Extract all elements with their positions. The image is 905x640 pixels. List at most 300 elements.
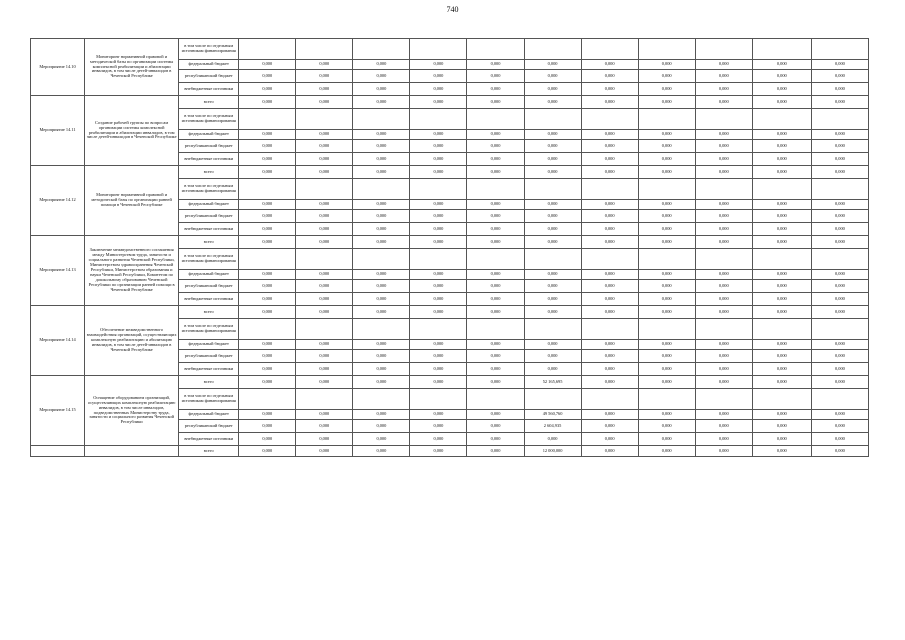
empty-cell bbox=[695, 389, 752, 410]
amount-cell: 52 165,695 bbox=[524, 376, 581, 389]
empty-cell bbox=[239, 179, 296, 200]
empty-cell bbox=[353, 179, 410, 200]
table-row bbox=[31, 39, 869, 60]
amount-cell: 0,000 bbox=[581, 96, 638, 109]
funding-source: всего bbox=[179, 236, 239, 249]
amount-cell: 0,000 bbox=[695, 223, 752, 236]
empty-cell bbox=[752, 249, 811, 270]
amount-cell: 0,000 bbox=[467, 350, 524, 363]
empty-cell bbox=[811, 39, 868, 60]
amount-cell: 0,000 bbox=[811, 96, 868, 109]
amount-cell: 0,000 bbox=[638, 70, 695, 83]
amount-cell: 0,000 bbox=[638, 280, 695, 293]
amount-cell: 0,000 bbox=[638, 223, 695, 236]
amount-cell: 0,000 bbox=[239, 96, 296, 109]
empty-cell bbox=[752, 109, 811, 130]
amount-cell: 0,000 bbox=[467, 340, 524, 350]
amount-cell: 0,000 bbox=[695, 293, 752, 306]
amount-cell: 0,000 bbox=[353, 306, 410, 319]
empty-cell bbox=[239, 389, 296, 410]
empty-cell bbox=[524, 389, 581, 410]
empty-cell bbox=[581, 389, 638, 410]
amount-cell: 0,000 bbox=[695, 446, 752, 457]
measure-id: Мероприятие 14.15 bbox=[31, 376, 85, 446]
amount-cell: 0,000 bbox=[467, 200, 524, 210]
funding-source: всего bbox=[179, 446, 239, 457]
amount-cell: 0,000 bbox=[296, 270, 353, 280]
amount-cell: 0,000 bbox=[296, 350, 353, 363]
amount-cell: 0,000 bbox=[811, 420, 868, 433]
empty-cell bbox=[467, 389, 524, 410]
amount-cell: 0,000 bbox=[811, 306, 868, 319]
empty-cell bbox=[296, 179, 353, 200]
amount-cell: 0,000 bbox=[752, 223, 811, 236]
amount-cell: 0,000 bbox=[410, 340, 467, 350]
amount-cell: 0,000 bbox=[410, 270, 467, 280]
measure-id: Мероприятие 14.11 bbox=[31, 96, 85, 166]
amount-cell: 0,000 bbox=[410, 293, 467, 306]
amount-cell: 0,000 bbox=[467, 83, 524, 96]
amount-cell: 0,000 bbox=[811, 166, 868, 179]
amount-cell: 0,000 bbox=[353, 363, 410, 376]
empty-cell bbox=[467, 179, 524, 200]
amount-cell: 0,000 bbox=[239, 293, 296, 306]
empty-cell bbox=[467, 319, 524, 340]
empty-cell bbox=[467, 39, 524, 60]
amount-cell: 0,000 bbox=[353, 96, 410, 109]
amount-cell: 0,000 bbox=[410, 140, 467, 153]
empty-cell bbox=[581, 319, 638, 340]
empty-cell bbox=[353, 389, 410, 410]
amount-cell: 0,000 bbox=[524, 200, 581, 210]
amount-cell: 0,000 bbox=[581, 60, 638, 70]
amount-cell: 0,000 bbox=[239, 210, 296, 223]
measure-description: Мониторинг нормативной правовой и методической базы по организации ранней помощи в Чеченской Республике bbox=[85, 166, 179, 236]
amount-cell: 0,000 bbox=[752, 130, 811, 140]
amount-cell: 0,000 bbox=[296, 446, 353, 457]
amount-cell: 0,000 bbox=[811, 270, 868, 280]
amount-cell: 0,000 bbox=[467, 363, 524, 376]
empty-cell bbox=[410, 319, 467, 340]
empty-cell bbox=[410, 249, 467, 270]
empty-cell bbox=[524, 179, 581, 200]
amount-cell: 0,000 bbox=[296, 433, 353, 446]
amount-cell: 0,000 bbox=[353, 446, 410, 457]
empty-cell bbox=[410, 389, 467, 410]
amount-cell: 12 000,000 bbox=[524, 446, 581, 457]
amount-cell: 0,000 bbox=[811, 446, 868, 457]
amount-cell: 0,000 bbox=[524, 153, 581, 166]
amount-cell: 0,000 bbox=[239, 70, 296, 83]
amount-cell: 0,000 bbox=[581, 376, 638, 389]
amount-cell: 0,000 bbox=[467, 70, 524, 83]
amount-cell: 0,000 bbox=[296, 410, 353, 420]
amount-cell: 0,000 bbox=[353, 60, 410, 70]
amount-cell: 0,000 bbox=[638, 153, 695, 166]
amount-cell: 0,000 bbox=[353, 200, 410, 210]
amount-cell: 0,000 bbox=[752, 270, 811, 280]
amount-cell: 0,000 bbox=[467, 210, 524, 223]
amount-cell: 0,000 bbox=[410, 350, 467, 363]
amount-cell: 0,000 bbox=[581, 446, 638, 457]
measure-id: Мероприятие 14.13 bbox=[31, 236, 85, 306]
amount-cell: 0,000 bbox=[638, 270, 695, 280]
amount-cell: 0,000 bbox=[296, 96, 353, 109]
amount-cell: 0,000 bbox=[638, 446, 695, 457]
amount-cell: 0,000 bbox=[752, 306, 811, 319]
empty-cell bbox=[811, 249, 868, 270]
amount-cell: 0,000 bbox=[296, 340, 353, 350]
amount-cell: 0,000 bbox=[239, 166, 296, 179]
amount-cell: 0,000 bbox=[638, 166, 695, 179]
amount-cell: 0,000 bbox=[581, 83, 638, 96]
empty-cell bbox=[524, 39, 581, 60]
funding-source: федеральный бюджет bbox=[179, 340, 239, 350]
table-row bbox=[31, 306, 869, 319]
amount-cell: 0,000 bbox=[524, 210, 581, 223]
amount-cell: 0,000 bbox=[752, 166, 811, 179]
empty-cell bbox=[752, 39, 811, 60]
amount-cell: 0,000 bbox=[410, 153, 467, 166]
amount-cell: 0,000 bbox=[581, 70, 638, 83]
amount-cell: 0,000 bbox=[467, 306, 524, 319]
amount-cell: 0,000 bbox=[811, 340, 868, 350]
amount-cell: 0,000 bbox=[296, 280, 353, 293]
funding-source: федеральный бюджет bbox=[179, 200, 239, 210]
empty-cell bbox=[296, 109, 353, 130]
amount-cell: 0,000 bbox=[524, 306, 581, 319]
empty-cell bbox=[353, 319, 410, 340]
empty-cell bbox=[638, 319, 695, 340]
amount-cell: 0,000 bbox=[239, 223, 296, 236]
amount-cell: 0,000 bbox=[524, 363, 581, 376]
amount-cell: 0,000 bbox=[467, 60, 524, 70]
empty-cell bbox=[581, 249, 638, 270]
amount-cell: 0,000 bbox=[410, 410, 467, 420]
amount-cell: 0,000 bbox=[581, 166, 638, 179]
amount-cell: 0,000 bbox=[296, 376, 353, 389]
amount-cell: 0,000 bbox=[638, 210, 695, 223]
amount-cell: 0,000 bbox=[638, 340, 695, 350]
amount-cell: 0,000 bbox=[467, 376, 524, 389]
table-row bbox=[31, 96, 869, 109]
amount-cell: 0,000 bbox=[752, 446, 811, 457]
empty-cell bbox=[296, 249, 353, 270]
amount-cell: 0,000 bbox=[638, 83, 695, 96]
measure-id: Мероприятие 14.14 bbox=[31, 306, 85, 376]
amount-cell: 0,000 bbox=[524, 350, 581, 363]
empty-cell bbox=[410, 39, 467, 60]
funding-source: всего bbox=[179, 96, 239, 109]
funding-source: всего bbox=[179, 306, 239, 319]
amount-cell: 0,000 bbox=[467, 433, 524, 446]
amount-cell: 0,000 bbox=[695, 363, 752, 376]
amount-cell: 0,000 bbox=[296, 60, 353, 70]
empty-cell bbox=[811, 179, 868, 200]
amount-cell: 0,000 bbox=[353, 350, 410, 363]
amount-cell: 0,000 bbox=[239, 376, 296, 389]
amount-cell: 0,000 bbox=[752, 363, 811, 376]
amount-cell: 0,000 bbox=[353, 433, 410, 446]
amount-cell: 0,000 bbox=[581, 280, 638, 293]
funding-source: республиканский бюджет bbox=[179, 350, 239, 363]
empty-cell bbox=[638, 39, 695, 60]
amount-cell: 0,000 bbox=[410, 306, 467, 319]
empty-cell bbox=[695, 319, 752, 340]
amount-cell: 0,000 bbox=[811, 376, 868, 389]
amount-cell: 0,000 bbox=[524, 96, 581, 109]
amount-cell: 0,000 bbox=[811, 210, 868, 223]
amount-cell: 0,000 bbox=[638, 410, 695, 420]
funding-source: республиканский бюджет bbox=[179, 210, 239, 223]
amount-cell: 0,000 bbox=[695, 200, 752, 210]
amount-cell: 0,000 bbox=[695, 130, 752, 140]
amount-cell: 0,000 bbox=[467, 293, 524, 306]
amount-cell: 0,000 bbox=[695, 433, 752, 446]
funding-source: внебюджетные источники bbox=[179, 83, 239, 96]
empty-cell bbox=[296, 389, 353, 410]
amount-cell: 0,000 bbox=[467, 223, 524, 236]
amount-cell: 0,000 bbox=[638, 420, 695, 433]
amount-cell: 0,000 bbox=[638, 96, 695, 109]
empty-cell bbox=[638, 249, 695, 270]
amount-cell: 0,000 bbox=[410, 420, 467, 433]
empty-cell bbox=[638, 109, 695, 130]
amount-cell: 0,000 bbox=[353, 376, 410, 389]
amount-cell: 0,000 bbox=[638, 350, 695, 363]
amount-cell: 0,000 bbox=[695, 140, 752, 153]
empty-cell bbox=[467, 249, 524, 270]
amount-cell: 0,000 bbox=[638, 236, 695, 249]
funding-source: в том числе по отдельным источникам финансирования bbox=[179, 249, 239, 270]
amount-cell: 0,000 bbox=[638, 140, 695, 153]
amount-cell: 0,000 bbox=[410, 376, 467, 389]
funding-source: в том числе по отдельным источникам финансирования bbox=[179, 109, 239, 130]
amount-cell: 0,000 bbox=[353, 420, 410, 433]
amount-cell: 0,000 bbox=[695, 270, 752, 280]
amount-cell: 0,000 bbox=[296, 306, 353, 319]
amount-cell: 0,000 bbox=[410, 363, 467, 376]
measure-description: Создание рабочей группы по вопросам организации системы комплексной реабилитации и абилитации инвалидов, в том числе детей-инвалидов в Чеченской Республике bbox=[85, 96, 179, 166]
amount-cell: 0,000 bbox=[410, 70, 467, 83]
amount-cell: 0,000 bbox=[239, 130, 296, 140]
amount-cell: 0,000 bbox=[638, 306, 695, 319]
amount-cell: 0,000 bbox=[752, 433, 811, 446]
amount-cell: 0,000 bbox=[296, 293, 353, 306]
amount-cell: 0,000 bbox=[752, 420, 811, 433]
amount-cell: 0,000 bbox=[410, 200, 467, 210]
amount-cell: 0,000 bbox=[695, 410, 752, 420]
measure-id bbox=[31, 446, 85, 457]
amount-cell: 0,000 bbox=[695, 96, 752, 109]
amount-cell: 0,000 bbox=[353, 70, 410, 83]
empty-cell bbox=[638, 179, 695, 200]
amount-cell: 0,000 bbox=[581, 420, 638, 433]
amount-cell: 0,000 bbox=[353, 410, 410, 420]
funding-source: федеральный бюджет bbox=[179, 270, 239, 280]
amount-cell: 0,000 bbox=[752, 280, 811, 293]
amount-cell: 0,000 bbox=[353, 153, 410, 166]
amount-cell: 0,000 bbox=[410, 96, 467, 109]
amount-cell: 0,000 bbox=[581, 350, 638, 363]
empty-cell bbox=[353, 39, 410, 60]
measure-description: Заключение межведомственного соглашения между Министерством труда, занятости и социального развития Чеченской Республики, Министерством здравоохранения Чеченской Республики, Министерством образования и науки Чеченской Республики, Комитетом по дошкольному образованию Чеченской Республики по организации ранней помощи в Чеченской Республике bbox=[85, 236, 179, 306]
amount-cell: 0,000 bbox=[467, 446, 524, 457]
amount-cell: 0,000 bbox=[239, 270, 296, 280]
amount-cell: 0,000 bbox=[239, 340, 296, 350]
amount-cell: 0,000 bbox=[353, 293, 410, 306]
measure-description: Мониторинг нормативной правовой и методической базы по организации системы комплексной реабилитации и абилитации инвалидов, в том числе детей-инвалидов в Чеченской Республике bbox=[85, 39, 179, 96]
amount-cell: 0,000 bbox=[467, 280, 524, 293]
amount-cell: 0,000 bbox=[695, 306, 752, 319]
amount-cell: 0,000 bbox=[467, 410, 524, 420]
measure-description bbox=[85, 446, 179, 457]
funding-source: республиканский бюджет bbox=[179, 140, 239, 153]
amount-cell: 0,000 bbox=[353, 210, 410, 223]
table-row bbox=[31, 446, 869, 457]
amount-cell: 0,000 bbox=[811, 70, 868, 83]
amount-cell: 0,000 bbox=[524, 280, 581, 293]
amount-cell: 0,000 bbox=[410, 60, 467, 70]
amount-cell: 0,000 bbox=[524, 236, 581, 249]
empty-cell bbox=[811, 109, 868, 130]
empty-cell bbox=[752, 179, 811, 200]
empty-cell bbox=[524, 319, 581, 340]
amount-cell: 0,000 bbox=[467, 130, 524, 140]
amount-cell: 0,000 bbox=[752, 60, 811, 70]
amount-cell: 0,000 bbox=[581, 306, 638, 319]
funding-source: федеральный бюджет bbox=[179, 60, 239, 70]
funding-source: внебюджетные источники bbox=[179, 433, 239, 446]
amount-cell: 0,000 bbox=[695, 280, 752, 293]
empty-cell bbox=[296, 319, 353, 340]
amount-cell: 0,000 bbox=[752, 83, 811, 96]
amount-cell: 0,000 bbox=[239, 153, 296, 166]
empty-cell bbox=[811, 319, 868, 340]
amount-cell: 0,000 bbox=[811, 140, 868, 153]
amount-cell: 0,000 bbox=[467, 140, 524, 153]
amount-cell: 0,000 bbox=[410, 280, 467, 293]
empty-cell bbox=[467, 109, 524, 130]
amount-cell: 0,000 bbox=[410, 236, 467, 249]
amount-cell: 0,000 bbox=[811, 223, 868, 236]
amount-cell: 0,000 bbox=[239, 306, 296, 319]
empty-cell bbox=[353, 249, 410, 270]
amount-cell: 0,000 bbox=[296, 83, 353, 96]
amount-cell: 0,000 bbox=[296, 140, 353, 153]
amount-cell: 0,000 bbox=[524, 340, 581, 350]
amount-cell: 0,000 bbox=[296, 210, 353, 223]
funding-source: в том числе по отдельным источникам финансирования bbox=[179, 389, 239, 410]
amount-cell: 0,000 bbox=[752, 350, 811, 363]
amount-cell: 0,000 bbox=[695, 340, 752, 350]
amount-cell: 0,000 bbox=[296, 70, 353, 83]
amount-cell: 0,000 bbox=[811, 83, 868, 96]
funding-source: внебюджетные источники bbox=[179, 363, 239, 376]
empty-cell bbox=[695, 179, 752, 200]
measure-id: Мероприятие 14.12 bbox=[31, 166, 85, 236]
funding-source: внебюджетные источники bbox=[179, 293, 239, 306]
amount-cell: 0,000 bbox=[638, 363, 695, 376]
amount-cell: 0,000 bbox=[811, 363, 868, 376]
amount-cell: 0,000 bbox=[296, 153, 353, 166]
amount-cell: 0,000 bbox=[467, 96, 524, 109]
amount-cell: 0,000 bbox=[524, 433, 581, 446]
amount-cell: 0,000 bbox=[353, 340, 410, 350]
measure-id: Мероприятие 14.10 bbox=[31, 39, 85, 96]
amount-cell: 0,000 bbox=[581, 236, 638, 249]
amount-cell: 0,000 bbox=[524, 83, 581, 96]
amount-cell: 0,000 bbox=[296, 236, 353, 249]
amount-cell: 0,000 bbox=[296, 420, 353, 433]
funding-source: внебюджетные источники bbox=[179, 223, 239, 236]
amount-cell: 0,000 bbox=[581, 293, 638, 306]
amount-cell: 0,000 bbox=[524, 70, 581, 83]
funding-source: федеральный бюджет bbox=[179, 410, 239, 420]
amount-cell: 0,000 bbox=[811, 200, 868, 210]
amount-cell: 0,000 bbox=[752, 210, 811, 223]
amount-cell: 0,000 bbox=[695, 420, 752, 433]
amount-cell: 2 604,935 bbox=[524, 420, 581, 433]
amount-cell: 0,000 bbox=[695, 350, 752, 363]
amount-cell: 0,000 bbox=[410, 210, 467, 223]
funding-source: в том числе по отдельным источникам финансирования bbox=[179, 319, 239, 340]
funding-source: всего bbox=[179, 166, 239, 179]
amount-cell: 0,000 bbox=[239, 236, 296, 249]
amount-cell: 0,000 bbox=[581, 270, 638, 280]
amount-cell: 0,000 bbox=[811, 433, 868, 446]
amount-cell: 0,000 bbox=[581, 340, 638, 350]
funding-source: в том числе по отдельным источникам финансирования bbox=[179, 39, 239, 60]
empty-cell bbox=[410, 109, 467, 130]
amount-cell: 0,000 bbox=[811, 60, 868, 70]
amount-cell: 0,000 bbox=[695, 376, 752, 389]
measure-description: Оснащение оборудованием организаций, осуществляющих комплексную реабилитацию инвалидов, в том числе инвалидов, подведомственных Министерству труда, занятости и социального развития Чеченской Республики bbox=[85, 376, 179, 446]
amount-cell: 0,000 bbox=[239, 280, 296, 293]
amount-cell: 0,000 bbox=[239, 200, 296, 210]
funding-source: в том числе по отдельным источникам финансирования bbox=[179, 179, 239, 200]
amount-cell: 0,000 bbox=[410, 83, 467, 96]
amount-cell: 0,000 bbox=[239, 363, 296, 376]
amount-cell: 0,000 bbox=[467, 420, 524, 433]
amount-cell: 0,000 bbox=[752, 153, 811, 166]
amount-cell: 0,000 bbox=[524, 140, 581, 153]
funding-source: республиканский бюджет bbox=[179, 70, 239, 83]
amount-cell: 0,000 bbox=[695, 236, 752, 249]
amount-cell: 0,000 bbox=[239, 433, 296, 446]
empty-cell bbox=[410, 179, 467, 200]
amount-cell: 0,000 bbox=[752, 340, 811, 350]
amount-cell: 0,000 bbox=[296, 130, 353, 140]
measure-description: Обеспечение межведомственного взаимодействия организаций, осуществляющих комплексную реабилитацию и абилитацию инвалидов, в том числе детей-инвалидов в Чеченской Республике bbox=[85, 306, 179, 376]
empty-cell bbox=[524, 109, 581, 130]
amount-cell: 0,000 bbox=[524, 270, 581, 280]
empty-cell bbox=[353, 109, 410, 130]
amount-cell: 0,000 bbox=[296, 200, 353, 210]
amount-cell: 0,000 bbox=[467, 166, 524, 179]
funding-source: федеральный бюджет bbox=[179, 130, 239, 140]
amount-cell: 0,000 bbox=[239, 350, 296, 363]
amount-cell: 0,000 bbox=[811, 280, 868, 293]
amount-cell: 0,000 bbox=[239, 83, 296, 96]
amount-cell: 0,000 bbox=[239, 420, 296, 433]
amount-cell: 0,000 bbox=[811, 350, 868, 363]
page-number: 740 bbox=[446, 5, 459, 14]
amount-cell: 0,000 bbox=[296, 166, 353, 179]
amount-cell: 0,000 bbox=[638, 200, 695, 210]
empty-cell bbox=[239, 249, 296, 270]
empty-cell bbox=[811, 389, 868, 410]
